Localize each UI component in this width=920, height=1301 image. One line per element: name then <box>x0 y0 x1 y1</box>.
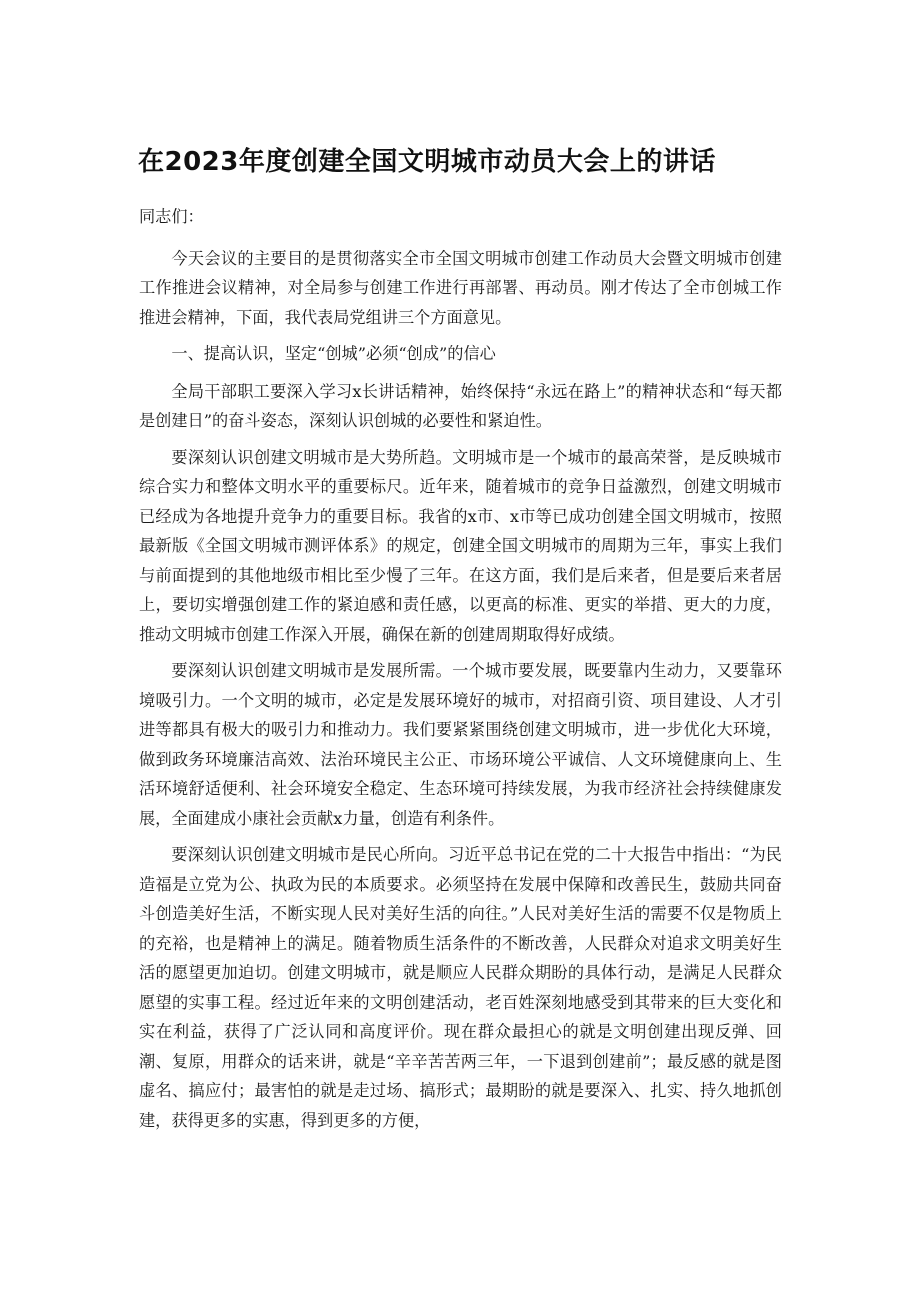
paragraph-public-will: 要深刻认识创建文明城市是民心所向。习近平总书记在党的二十大报告中指出：“为民造福是立党为公、执政为民的本质要求。必须坚持在发展中保障和改善民生，鼓励共同奋斗创造美好生活，不断实现人民对美好生活的向往。”人民对美好生活的需要不仅是物质上的充裕，也是精神上的满足。随着物质生活条件的不断改善，人民群众对追求文明美好生活的愿望更加迫切。创建文明城市，就是顺应人民群众期盼的具体行动，是满足人民群众愿望的实事工程。经过近年来的文明创建活动，老百姓深刻地感受到其带来的巨大变化和实在利益，获得了广泛认同和高度评价。现在群众最担心的就是文明创建出现反弹、回潮、复原，用群众的话来讲，就是“辛辛苦苦两三年，一下退到创建前”；最反感的就是图虚名、搞应付；最害怕的就是走过场、搞形式；最期盼的就是要深入、扎实、持久地抓创建，获得更多的实惠，得到更多的方便， <box>139 845 782 1130</box>
paragraph-study-spirit: 全局干部职工要深入学习x长讲话精神，始终保持“永远在路上”的精神状态和“每天都是创建日”的奋斗姿态，深刻认识创城的必要性和紧迫性。 <box>139 381 782 430</box>
paragraph-intro: 今天会议的主要目的是贯彻落实全市全国文明城市创建工作动员大会暨文明城市创建工作推进会议精神，对全局参与创建工作进行再部署、再动员。刚才传达了全市创城工作推进会精神，下面，我代表局党组讲三个方面意见。 <box>139 248 782 327</box>
document-title: 在2023年度创建全国文明城市动员大会上的讲话 <box>138 147 716 177</box>
paragraph-general-trend: 要深刻认识创建文明城市是大势所趋。文明城市是一个城市的最高荣誉，是反映城市综合实力和整体文明水平的重要标尺。近年来，随着城市的竞争日益激烈，创建文明城市已经成为各地提升竞争力的重要目标。我省的x市、x市等已成功创建全国文明城市，按照最新版《全国文明城市测评体系》的规定，创建全国文明城市的周期为三年，事实上我们与前面提到的其他地级市相比至少慢了三年。在这方面，我们是后来者，但是要后来者居上，要切实增强创建工作的紧迫感和责任感，以更高的标准、更实的举措、更大的力度，推动文明城市创建工作深入开展，确保在新的创建周期取得好成绩。 <box>139 447 782 644</box>
document-body <box>139 202 782 1142</box>
salutation: 同志们： <box>139 207 204 226</box>
section-heading-1: 一、提高认识，坚定“创城”必须“创成”的信心 <box>171 344 496 363</box>
paragraph-development-need: 要深刻认识创建文明城市是发展所需。一个城市要发展，既要靠内生动力，又要靠环境吸引力。一个文明的城市，必定是发展环境好的城市，对招商引资、项目建设、人才引进等都具有极大的吸引力和推动力。我们要紧紧围绕创建文明城市，进一步优化大环境，做到政务环境廉洁高效、法治环境民主公正、市场环境公平诚信、人文环境健康向上、生活环境舒适便利、社会环境安全稳定、生态环境可持续发展，为我市经济社会持续健康发展，全面建成小康社会贡献x力量，创造有利条件。 <box>139 661 782 828</box>
